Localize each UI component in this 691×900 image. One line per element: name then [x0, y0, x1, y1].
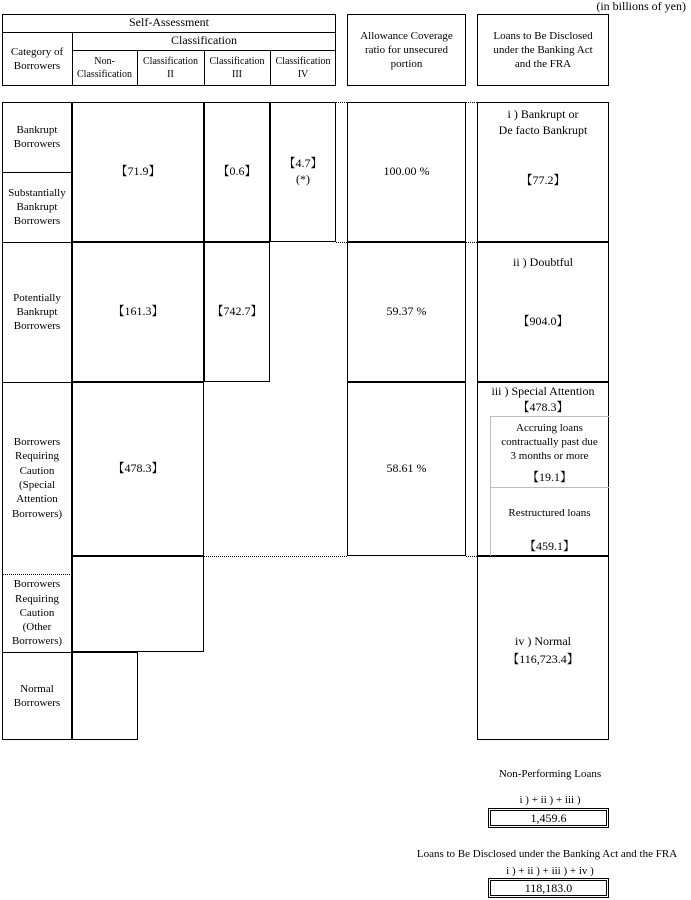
restructured-loans-label: Restructured loans [508, 506, 591, 519]
self-assessment-title: Self-Assessment [129, 15, 209, 30]
disclosed-i-value: 【77.2】 [520, 173, 566, 188]
accruing-loans-value: 【19.1】 [526, 470, 572, 485]
category-caution-other: Borrowers Requiring Caution (Other Borrowers) [11, 578, 63, 648]
accruing-loans-label: Accruing loans contractually past due 3 months or more [501, 421, 598, 463]
category-header: Category of Borrowers [10, 45, 64, 72]
disclosed-iv-label: iv ) Normal [515, 634, 571, 649]
bankrupt-nonclass-value: 【71.9】 [115, 164, 161, 179]
bankrupt-ii-value: 【0.6】 [217, 164, 257, 179]
classification-iii-header: Classification III [209, 56, 265, 80]
npl-formula: i ) + ii ) + iii ) [519, 793, 581, 806]
npl-value: 1,459.6 [488, 808, 609, 828]
classification-ii-header: Classification II [143, 56, 198, 80]
npl-title: Non-Performing Loans [498, 767, 602, 780]
disclosed-ii-label: ii ) Doubtful [513, 255, 573, 270]
classification-header: Classification [171, 33, 237, 48]
category-bankrupt: Bankrupt Borrowers [13, 123, 61, 150]
potential-nonclass-value: 【161.3】 [112, 304, 164, 319]
potential-ii-value: 【742.7】 [211, 304, 263, 319]
coverage-bankrupt-value: 100.00 % [383, 164, 430, 179]
normal-nonclass-cell [72, 652, 138, 740]
disclosed-iii-label: iii ) Special Attention [491, 384, 595, 399]
category-normal: Normal Borrowers [13, 682, 61, 709]
coverage-special-value: 58.61 % [386, 461, 427, 476]
classification-iv-header: Classification IV [275, 56, 331, 80]
disclosed-iii-value: 【478.3】 [517, 400, 569, 415]
special-nonclass-value: 【478.3】 [112, 461, 164, 476]
other-nonclass-cell [72, 556, 204, 652]
category-potentially-bankrupt: Potentially Bankrupt Borrowers [13, 291, 61, 333]
disclosed-ii-value: 【904.0】 [517, 314, 569, 329]
coverage-potential-value: 59.37 % [386, 304, 427, 319]
disclosed-i-label: i ) Bankrupt or De facto Bankrupt [498, 107, 588, 137]
bankrupt-iii-value: 【4.7】 (*) [283, 156, 323, 186]
allowance-header: Allowance Coverage ratio for unsecured portion [360, 29, 453, 71]
total-title: Loans to Be Disclosed under the Banking Act and the FRA [416, 847, 678, 860]
non-classification-header: Non- Classification [77, 56, 132, 80]
units-note: (in billions of yen) [596, 0, 686, 14]
category-caution-special: Borrowers Requiring Caution (Special Attention Borrowers) [11, 436, 63, 520]
restructured-loans-value: 【459.1】 [523, 539, 575, 554]
total-value: 118,183.0 [488, 878, 609, 898]
category-substantially-bankrupt: Substantially Bankrupt Borrowers [8, 186, 66, 228]
total-formula: i ) + ii ) + iii ) + iv ) [506, 864, 594, 877]
disclosed-header: Loans to Be Disclosed under the Banking Act and the FRA [493, 29, 593, 71]
disclosed-iv-value: 【116,723.4】 [507, 652, 579, 667]
